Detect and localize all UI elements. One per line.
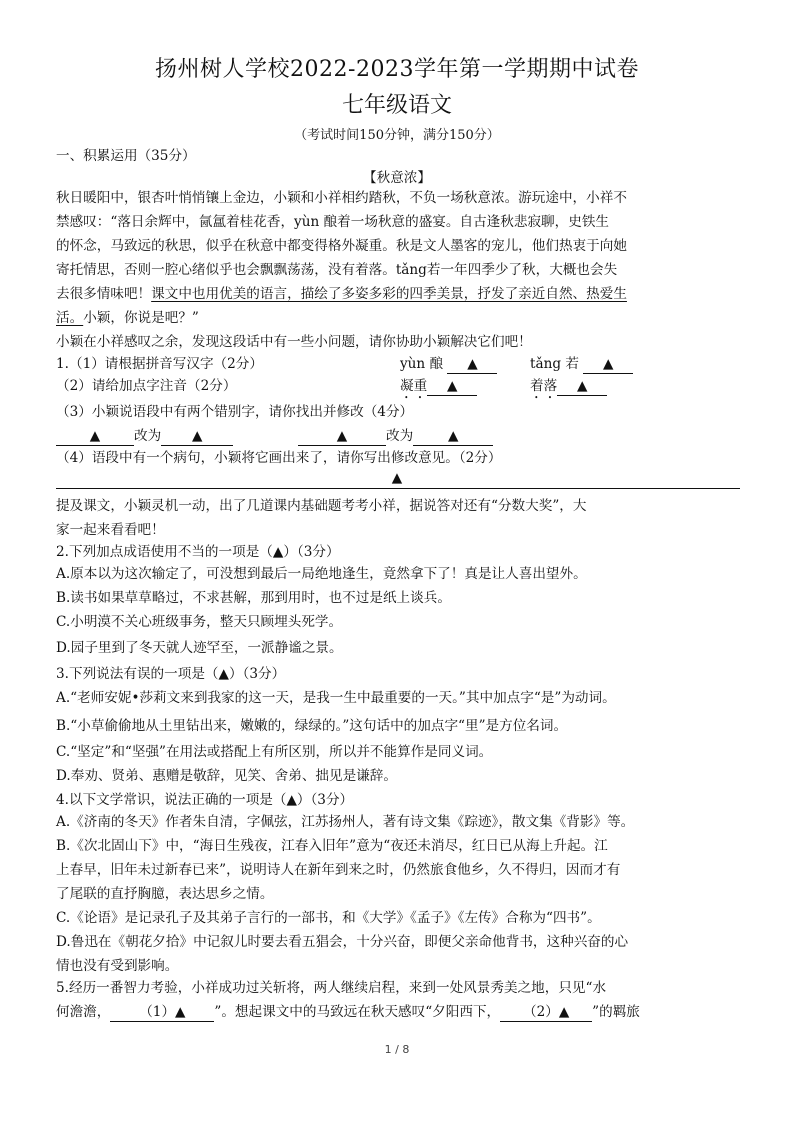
section-heading: 一、积累运用（35分） xyxy=(56,148,196,164)
q3-stem: 3.下列说法有误的一项是（▲）（3分） xyxy=(56,666,286,682)
exam-note: （考试时间150分钟，满分150分） xyxy=(294,128,500,143)
passage-text: 小颖，你说是吧？” xyxy=(83,310,199,326)
answer-line[interactable] xyxy=(56,488,740,489)
passage-text: 去很多情味吧！ xyxy=(56,286,152,302)
page-number: 1 / 8 xyxy=(384,1043,410,1056)
zhuoluo-item: 着落 ▲ xyxy=(530,374,607,402)
underlined-sick-sentence: 活。 xyxy=(56,310,84,326)
ningzhong-item: 凝重 ▲ xyxy=(400,374,477,402)
bridge-text: 家一起来看看吧！ xyxy=(56,522,165,538)
passage-title: 【秋意浓】 xyxy=(363,170,431,186)
exam-title: 扬州树人学校2022-2023学年第一学期期中试卷 xyxy=(155,57,639,82)
answer-blank[interactable]: ▲ xyxy=(557,377,607,396)
exam-subject: 七年级语文 xyxy=(341,93,452,118)
q1-part2: （2）请给加点字注音（2分） xyxy=(56,378,237,394)
q2-option-d[interactable]: D.园子里到了冬天就人迹罕至，一派静谧之景。 xyxy=(56,640,343,656)
q5-line: 5.经历一番智力考验，小祥成功过关斩将，两人继续启程，来到一处风景秀美之地，只见“水 xyxy=(56,980,607,996)
tang-item: tǎng 若 ▲ xyxy=(530,352,633,376)
passage-line xyxy=(56,282,627,306)
q4-option-d[interactable]: D.鲁迅在《朝花夕拾》中记叙儿时要去看五猖会，十分兴奋，即便父亲命他背书，这种兴奋的心 xyxy=(56,934,629,950)
q4-option-b[interactable]: B.《次北固山下》中，“海日生残夜，江春入旧年”意为“夜还未消尽，红日已从海上升起。江 xyxy=(56,838,608,854)
q2-stem: 2.下列加点成语使用不当的一项是（▲）（3分） xyxy=(56,544,340,560)
bridge-text: 提及课文，小颖灵机一动，出了几道课内基础题考考小祥，据说答对还有“分数大奖”，大 xyxy=(56,498,587,514)
q1-part4: （4）语段中有一个病句，小颖将它画出来了，请你写出修改意见。（2分） xyxy=(56,450,502,466)
q4-option-a[interactable]: A.《济南的冬天》作者朱自清，字佩弦，江苏扬州人，著有诗文集《踪迹》，散文集《背影》等。 xyxy=(56,814,635,830)
passage-line xyxy=(56,306,199,330)
answer-blank[interactable]: ▲ xyxy=(161,427,233,446)
answer-blank[interactable]: ▲ xyxy=(56,427,134,446)
q4-option-b-cont: 了尾联的直抒胸臆，表达思乡之情。 xyxy=(56,886,274,902)
passage-line: 寄托情思，否则一腔心绪似乎也会飘飘荡荡，没有着落。tǎng若一年四季少了秋，大概也会失 xyxy=(56,262,618,278)
q2-option-b[interactable]: B.读书如果草草略过，不求甚解，那到用时，也不过是纸上谈兵。 xyxy=(56,590,451,606)
q4-option-c[interactable]: C.《论语》是记录孔子及其弟子言行的一部书，和《大学》《孟子》《左传》合称为“四书”。 xyxy=(56,910,601,926)
q1-part1: 1.（1）请根据拼音写汉字（2分） xyxy=(56,356,263,372)
q5-line: 何澹澹， （1）▲ ”。想起课文中的马致远在秋天感叹“夕阳西下， （2）▲ ”的羁旅 xyxy=(56,1004,640,1020)
passage-line: 秋日暖阳中，银杏叶悄悄镶上金边，小颖和小祥相约踏秋，不负一场秋意浓。游玩途中，小祥不 xyxy=(56,190,627,206)
answer-blank[interactable]: ▲ xyxy=(583,355,633,374)
q2-option-c[interactable]: C.小明漠不关心班级事务，整天只顾埋头死学。 xyxy=(56,614,343,630)
answer-blank[interactable]: ▲ xyxy=(447,355,497,374)
answer-blank[interactable]: ▲ xyxy=(413,427,493,446)
poem-blank-1[interactable]: （1）▲ xyxy=(110,1003,214,1022)
answer-blank[interactable]: ▲ xyxy=(427,377,477,396)
typo-fix-row: ▲ 改为 ▲ xyxy=(298,424,493,448)
q3-option-b[interactable]: B.“小草偷偷地从土里钻出来，嫩嫩的，绿绿的。”这句话中的加点字“里”是方位名词。 xyxy=(56,718,568,734)
poem-blank-2[interactable]: （2）▲ xyxy=(500,1003,592,1022)
passage-line: 禁感叹：“落日余辉中，氤氲着桂花香，yùn 酿着一场秋意的盛宴。自古逢秋悲寂聊，史铁生 xyxy=(56,214,610,230)
q3-option-d[interactable]: D.奉劝、贤弟、惠赠是敬辞，见笑、舍弟、拙见是谦辞。 xyxy=(56,768,397,784)
answer-mark[interactable]: ▲ xyxy=(391,470,403,486)
yun-item: yùn 酿 ▲ xyxy=(400,352,497,376)
q3-option-a[interactable]: A.“老师安妮•莎莉文来到我家的这一天，是我一生中最重要的一天。”其中加点字“是”为动词。 xyxy=(56,690,616,706)
answer-blank[interactable]: ▲ xyxy=(298,427,386,446)
q4-option-d-cont: 情也没有受到影响。 xyxy=(56,958,179,974)
underlined-sick-sentence: 课文中也用优美的语言，描绘了多姿多彩的四季美景，抒发了亲近自然、热爱生 xyxy=(151,286,627,302)
q2-option-a[interactable]: A.原本以为这次输定了，可没想到最后一局绝地逢生，竟然拿下了！真是让人喜出望外。 xyxy=(56,566,587,582)
q4-stem: 4.以下文学常识，说法正确的一项是（▲）（3分） xyxy=(56,792,354,808)
q4-option-b-cont: 上春早，旧年未过新春已来”，说明诗人在新年到来之时，仍然旅食他乡，久不得归，因而才有 xyxy=(56,862,621,878)
q3-option-c[interactable]: C.“坚定”和“坚强”在用法或搭配上有所区别，所以并不能算作是同义词。 xyxy=(56,744,493,760)
q1-part3: （3）小颖说语段中有两个错别字，请你找出并修改（4分） xyxy=(56,404,414,420)
passage-line: 的怀念，马致远的秋思，似乎在秋意中都变得格外凝重。秋是文人墨客的宠儿，他们热衷于向她 xyxy=(56,238,627,254)
instruction: 小颖在小祥感叹之余，发现这段话中有一些小问题，请你协助小颖解决它们吧！ xyxy=(56,334,532,350)
typo-fix-row: ▲ 改为 ▲ xyxy=(56,424,233,448)
